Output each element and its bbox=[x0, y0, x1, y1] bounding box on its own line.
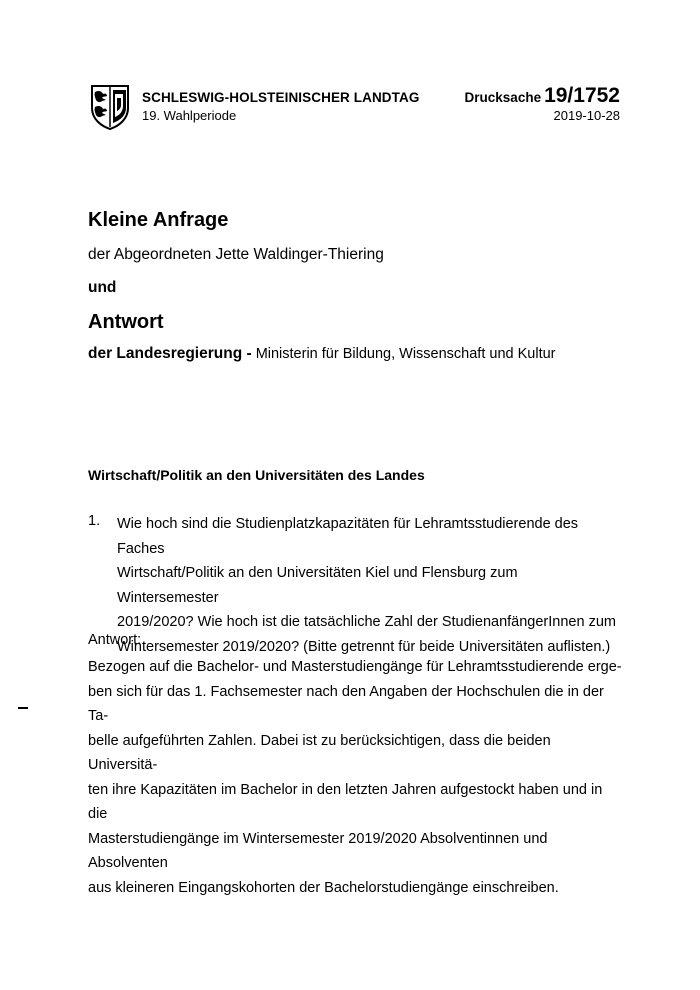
answer-line: aus kleineren Eingangskohorten der Bachelorstudiengänge einschreiben. bbox=[88, 879, 559, 896]
margin-mark bbox=[18, 707, 28, 709]
question-line: Wirtschaft/Politik an den Universitäten Kiel und Flensburg zum Wintersemester bbox=[117, 565, 518, 606]
title-answer: Antwort bbox=[88, 311, 164, 333]
title-inquiry: Kleine Anfrage bbox=[88, 209, 229, 231]
drucksache-number: 19/1752 bbox=[544, 84, 620, 107]
drucksache-label: Drucksache bbox=[464, 90, 542, 105]
answer-line: Bezogen auf die Bachelor- und Masterstudiengänge für Lehramtsstudierende erge- bbox=[88, 659, 622, 675]
responder-ministry: Ministerin für Bildung, Wissenschaft und Kultur bbox=[255, 346, 556, 362]
responder-line bbox=[88, 345, 556, 363]
document-number bbox=[465, 84, 620, 108]
subject-heading: Wirtschaft/Politik an den Universitäten des Landes bbox=[88, 467, 425, 483]
answer-text bbox=[88, 655, 623, 900]
and-line: und bbox=[88, 279, 117, 296]
answer-line: Masterstudiengänge im Wintersemester 2019/2020 Absolventinnen und Absolventen bbox=[88, 830, 548, 871]
document-date: 2019-10-28 bbox=[553, 108, 620, 123]
question-text bbox=[117, 512, 622, 659]
answer-line: ten ihre Kapazitäten im Bachelor in den letzten Jahren aufgestockt haben und in die bbox=[88, 781, 603, 822]
question-number: 1. bbox=[88, 513, 101, 529]
answer-label: Antwort: bbox=[88, 632, 142, 648]
answer-line: belle aufgeführten Zahlen. Dabei ist zu berücksichtigen, dass die beiden Universitä- bbox=[88, 732, 551, 773]
coat-of-arms-icon bbox=[90, 84, 130, 130]
question-line: Wintersemester 2019/2020? (Bitte getrennt für beide Universitäten auflisten.) bbox=[117, 638, 611, 655]
legislative-period: 19. Wahlperiode bbox=[142, 108, 237, 123]
parliament-name: SCHLESWIG-HOLSTEINISCHER LANDTAG bbox=[142, 90, 420, 105]
responder-bold: der Landesregierung - bbox=[88, 345, 252, 362]
answer-line: ben sich für das 1. Fachsemester nach den Angaben der Hochschulen die in der Ta- bbox=[88, 683, 604, 724]
question-line: 2019/2020? Wie hoch ist die tatsächliche Zahl der StudienanfängerInnen zum bbox=[117, 614, 616, 630]
question-line: Wie hoch sind die Studienplatzkapazitäten für Lehramtsstudierende des Faches bbox=[117, 516, 579, 557]
inquirer-line: der Abgeordneten Jette Waldinger-Thiering bbox=[88, 246, 384, 263]
